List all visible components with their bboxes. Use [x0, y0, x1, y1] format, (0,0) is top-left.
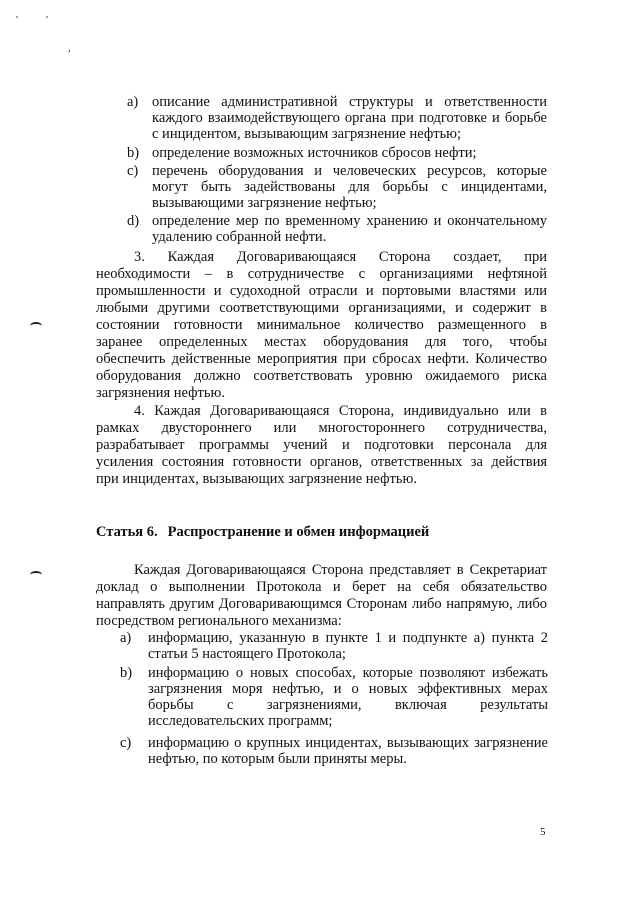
item-text: определение мер по временному хранению и окончательному удалению собранной нефти. — [152, 213, 547, 245]
paragraph-line: обеспечить действенные мероприятия при сбросах нефти. Количество — [96, 351, 547, 367]
paragraph-line: усиления состояния готовности органов, ответственных за действия — [96, 454, 547, 470]
paragraph-line: доклад о выполнении Протокола и берет на себя обязательство — [96, 579, 547, 595]
paragraph-line: загрязнения нефтью. — [96, 385, 225, 401]
item-text: информацию о крупных инцидентах, вызывающих загрязнение нефтью, по которым были приняты меры. — [148, 735, 548, 767]
scan-speck: ' — [16, 14, 18, 26]
page-number: 5 — [540, 826, 546, 838]
item-label: b) — [127, 145, 140, 161]
article-number: Статья 6. — [96, 524, 158, 540]
paragraph-line: необходимости – в сотрудничестве с организациями нефтяной — [96, 266, 547, 282]
item-text: перечень оборудования и человеческих ресурсов, которые могут быть задействованы для борьбы с инцидентами, вызывающими загрязнение нефтью; — [152, 163, 547, 211]
article-heading — [96, 524, 429, 541]
binder-hole-mark — [30, 322, 42, 330]
item-text: определение возможных источников сбросов нефти; — [152, 145, 477, 161]
binder-hole-mark — [30, 571, 42, 579]
paragraph-line: промышленности и судоходной отрасли и портовыми властями или — [96, 283, 547, 299]
item-label: c) — [120, 735, 132, 751]
list-item — [0, 735, 640, 795]
item-label: b) — [120, 665, 133, 681]
article-title: Распространение и обмен информацией — [167, 524, 430, 540]
item-text: описание административной структуры и ответственности каждого взаимодействующего органа при подготовке и борьбе с инцидентом, вызывающим загрязнение нефтью; — [152, 94, 547, 142]
paragraph-line: заранее определенных местах оборудования для того, чтобы — [96, 334, 547, 350]
item-label: a) — [120, 630, 132, 646]
paragraph-line: любыми другими соответствующими организациями, и содержит в — [96, 300, 547, 316]
scan-speck: , — [68, 42, 71, 54]
paragraph-line: 3. Каждая Договаривающаяся Сторона создает, при — [134, 249, 547, 265]
paragraph-line: направлять другим Договаривающимся Сторонам либо напрямую, либо — [96, 596, 547, 612]
paragraph-line: оборудования должно соответствовать уровню ожидаемого риска — [96, 368, 547, 384]
paragraph-line: Каждая Договаривающаяся Сторона представляет в Секретариат — [134, 562, 547, 578]
scan-speck: ' — [46, 14, 48, 26]
item-label: c) — [127, 163, 139, 179]
paragraph-line: рамках двустороннего или многостороннего сотрудничества, — [96, 420, 547, 436]
item-text: информацию о новых способах, которые позволяют избежать загрязнения моря нефтью, и о новых эффективных мерах борьбы с загрязнениями, включая результаты исследовательских программ; — [148, 665, 548, 729]
item-text: информацию, указанную в пункте 1 и подпункте a) пункта 2 статьи 5 настоящего Протокола; — [148, 630, 548, 662]
paragraph-line: 4. Каждая Договаривающаяся Сторона, индивидуально или в — [134, 403, 547, 419]
list-item — [0, 665, 640, 729]
item-label: d) — [127, 213, 140, 229]
paragraph-line: состоянии готовности минимальное количество размещенного в — [96, 317, 547, 333]
paragraph-line: разрабатывает программы учений и подготовки персонала для — [96, 437, 547, 453]
paragraph-line: при инцидентах, вызывающих загрязнение нефтью. — [96, 471, 417, 487]
item-label: a) — [127, 94, 139, 110]
paragraph-line: посредством регионального механизма: — [96, 613, 342, 629]
